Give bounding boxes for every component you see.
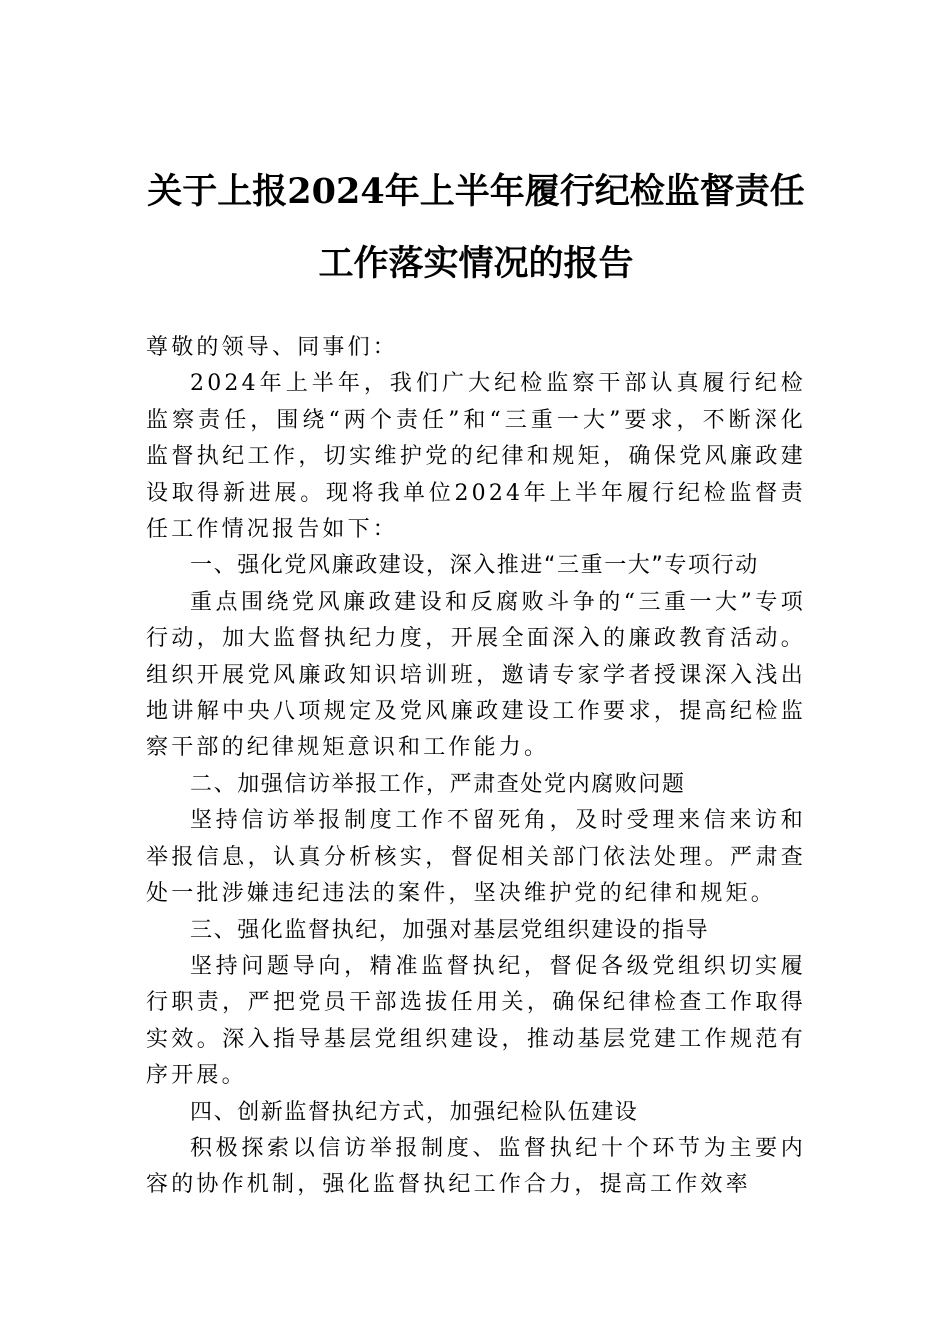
- document-title: [146, 156, 806, 300]
- section-1-body: 重点围绕党风廉政建设和反腐败斗争的“三重一大”专项行动，加大监督执纪力度，开展全面深入的廉政教育活动。组织开展党风廉政知识培训班，邀请专家学者授课深入浅出地讲解中央八项规定及党风廉政建设工作要求，提高纪检监察干部的纪律规矩意识和工作能力。: [146, 589, 806, 761]
- salutation: 尊敬的领导、同事们：: [146, 335, 399, 360]
- title-line-1: 关于上报2024年上半年履行纪检监督责任: [147, 171, 805, 212]
- section-1-heading: 一、强化党风廉政建设，深入推进“三重一大”专项行动: [190, 553, 759, 579]
- section-3-heading: 三、强化监督执纪，加强对基层党组织建设的指导: [190, 917, 710, 943]
- document-page: [146, 156, 806, 1204]
- section-4-body: 积极探索以信访举报制度、监督执纪十个环节为主要内容的协作机制，强化监督执纪工作合力，提高工作效率: [146, 1135, 806, 1198]
- section-3-body: 坚持问题导向，精准监督执纪，督促各级党组织切实履行职责，严把党员干部选拔任用关，确保纪律检查工作取得实效。深入指导基层党组织建设，推动基层党建工作规范有序开展。: [146, 953, 806, 1089]
- section-2-heading: 二、加强信访举报工作，严肃查处党内腐败问题: [190, 771, 686, 797]
- intro-paragraph: 2024年上半年，我们广大纪检监察干部认真履行纪检监察责任，围绕“两个责任”和“三重一大”要求，不断深化监督执纪工作，切实维护党的纪律和规矩，确保党风廉政建设取得新进展。现将我单位2024年上半年履行纪检监督责任工作情况报告如下：: [146, 371, 806, 543]
- document-body: [146, 330, 806, 1204]
- section-4-heading: 四、创新监督执纪方式，加强纪检队伍建设: [190, 1099, 639, 1125]
- title-line-2: 工作落实情况的报告: [318, 243, 634, 284]
- section-2-body: 坚持信访举报制度工作不留死角，及时受理来信来访和举报信息，认真分析核实，督促相关部门依法处理。严肃查处一批涉嫌违纪违法的案件，坚决维护党的纪律和规矩。: [146, 808, 806, 907]
